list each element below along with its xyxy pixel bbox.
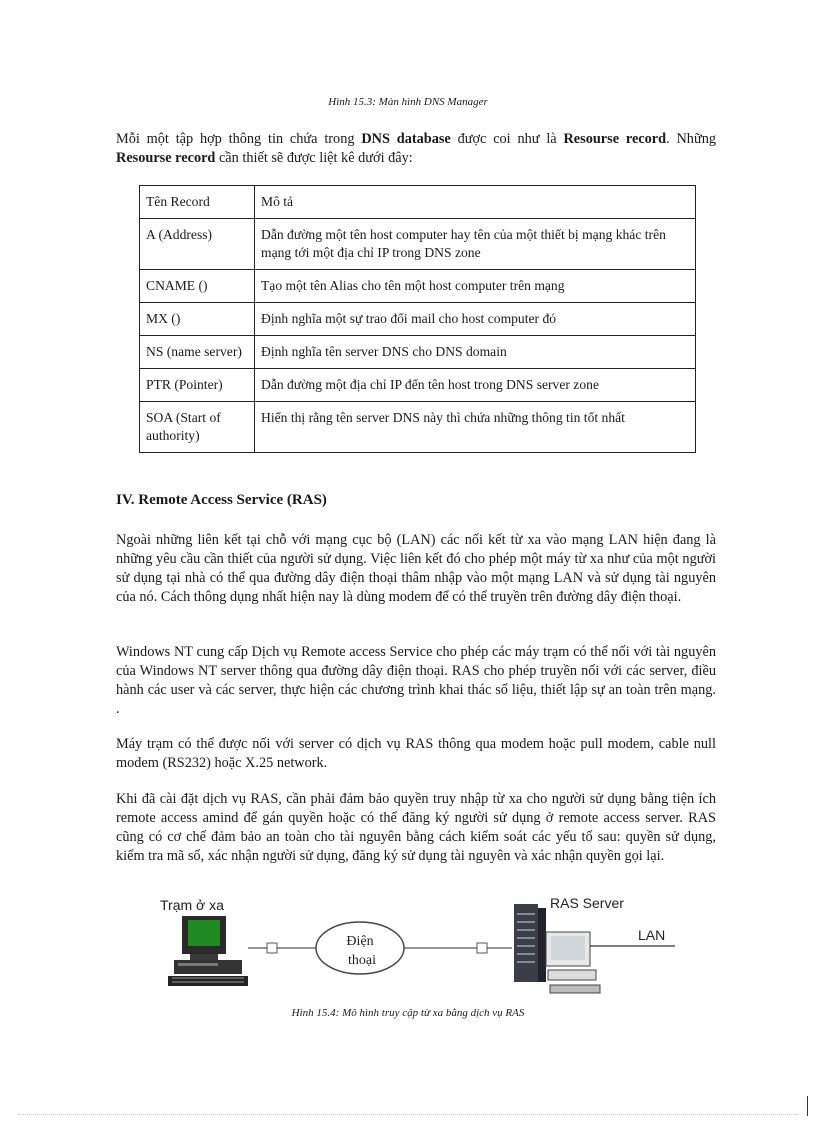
record-name-cell: MX () bbox=[140, 303, 255, 336]
remote-computer-icon bbox=[168, 916, 248, 986]
page-bottom-divider bbox=[18, 1114, 798, 1115]
header-description: Mô tả bbox=[255, 186, 696, 219]
record-description-cell: Định nghĩa tên server DNS cho DNS domain bbox=[255, 336, 696, 369]
lan-label: LAN bbox=[638, 927, 666, 943]
intro-bold-resource-record-2: Resourse record bbox=[116, 150, 216, 166]
intro-text-1: Mỗi một tập hợp thông tin chứa trong bbox=[116, 131, 362, 147]
table-row bbox=[140, 303, 696, 336]
record-description-cell: Hiển thị rằng tên server DNS này thì chứa những thông tin tốt nhất bbox=[255, 402, 696, 453]
intro-bold-resource-record: Resourse record bbox=[563, 131, 667, 147]
ras-server-label: RAS Server bbox=[550, 895, 624, 911]
table-header-row bbox=[140, 186, 696, 219]
modem-junction-right bbox=[477, 943, 487, 953]
table-row bbox=[140, 369, 696, 402]
modem-junction-left bbox=[267, 943, 277, 953]
phone-label-line2: thoại bbox=[348, 953, 376, 968]
paragraph-workstation: Máy trạm có thể được nối với server có dịch vụ RAS thông qua modem hoặc pull modem, cable null modem (RS232) hoặc X.25 network. bbox=[116, 736, 716, 771]
table-row bbox=[140, 402, 696, 453]
intro-text-4: cần thiết sẽ được liệt kê dưới đây: bbox=[215, 150, 413, 166]
figure-caption-dns-manager: Hình 15.3: Màn hình DNS Manager bbox=[328, 96, 488, 108]
record-name-cell: PTR (Pointer) bbox=[140, 369, 255, 402]
resource-record-table bbox=[139, 185, 696, 453]
intro-text-2: được coi như là bbox=[450, 131, 564, 147]
intro-text-3: . Những bbox=[666, 131, 716, 147]
ras-access-diagram bbox=[150, 890, 690, 1000]
table-row bbox=[140, 219, 696, 270]
paragraph-access-rights: Khi đã cài đặt dịch vụ RAS, cần phải đảm bảo quyền truy nhập từ xa cho người sử dụng bằng tiện ích remote access amind để gán quyền hoặc có thể đăng ký người sử dụng ở remote access server. RAS cũng có cơ chế đảm bảo an toàn cho tài nguyên bằng cách kiểm soát các yếu tố sau: quyền sử dụng, kiểm tra mã số, xác nhận người sử dụng, đăng ký sử dụng tài nguyên và xác nhận quyền gọi lại. bbox=[116, 791, 716, 864]
paragraph-windows-nt: Windows NT cung cấp Dịch vụ Remote access Service cho phép các máy trạm có thể nối với tài nguyên của Windows NT server thông qua đường dây điện thoại. RAS cho phép truyền nối với các server, điều hành các user và các server, thực hiện các chương trình khai thác số liệu, thiết lập sự an toàn trên mạng. . bbox=[116, 644, 716, 717]
record-description-cell: Dẫn đường một địa chỉ IP đến tên host trong DNS server zone bbox=[255, 369, 696, 402]
record-description-cell: Tạo một tên Alias cho tên một host computer trên mạng bbox=[255, 270, 696, 303]
record-description-cell: Dẫn đường một tên host computer hay tên của một thiết bị mạng khác trên mạng tới một địa chỉ IP trong DNS zone bbox=[255, 219, 696, 270]
remote-station-label: Trạm ở xa bbox=[160, 897, 224, 913]
figure-caption-ras-model: Hình 15.4: Mô hình truy cập từ xa bằng dịch vụ RAS bbox=[291, 1007, 525, 1019]
page-corner-mark bbox=[807, 1096, 808, 1116]
phone-label-line1: Điện bbox=[346, 934, 374, 949]
paragraph-ras-intro: Ngoài những liên kết tại chỗ với mạng cục bộ (LAN) các nối kết từ xa vào mạng LAN hiện đang là những yêu cầu cần thiết của người sử dụng. Việc liên kết đó cho phép một máy từ xa như của một người sử dụng tại nhà có thể qua đường dây điện thoại thâm nhập vào một mạng LAN và sử dụng tài nguyên của nó. Cách thông dụng nhất hiện nay là dùng modem để có thể truyền trên đường dây điện thoại. bbox=[116, 532, 716, 605]
intro-paragraph bbox=[116, 130, 716, 168]
header-record-name: Tên Record bbox=[140, 186, 255, 219]
table-row bbox=[140, 270, 696, 303]
record-name-cell: CNAME () bbox=[140, 270, 255, 303]
table-row bbox=[140, 336, 696, 369]
section-heading-ras: IV. Remote Access Service (RAS) bbox=[116, 492, 327, 508]
record-description-cell: Định nghĩa một sự trao đổi mail cho host computer đó bbox=[255, 303, 696, 336]
record-name-cell: A (Address) bbox=[140, 219, 255, 270]
ras-server-icon bbox=[514, 904, 600, 993]
record-name-cell: SOA (Start of authority) bbox=[140, 402, 255, 453]
record-name-cell: NS (name server) bbox=[140, 336, 255, 369]
intro-bold-dns-database: DNS database bbox=[361, 131, 451, 147]
